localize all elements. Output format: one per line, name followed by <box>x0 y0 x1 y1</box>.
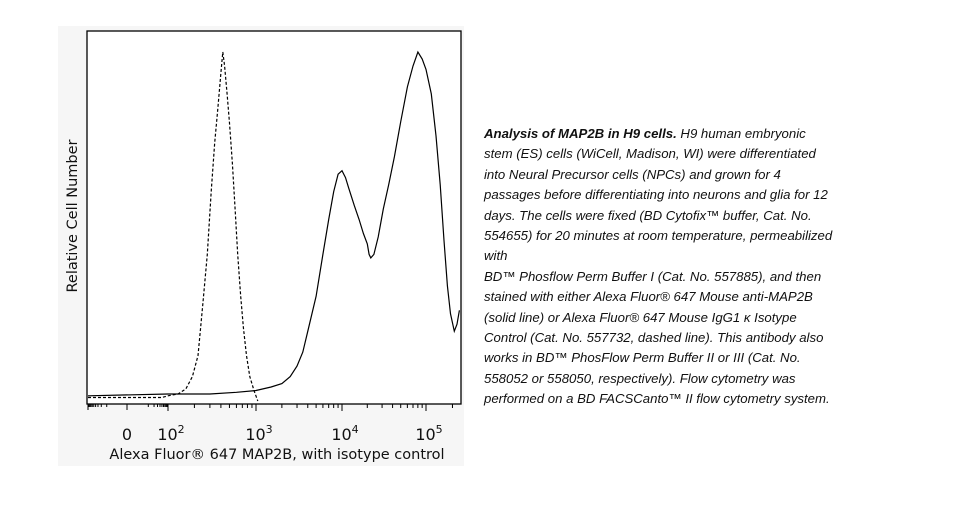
caption-line: BD™ Phosflow Perm Buffer I (Cat. No. 557885), and then <box>484 268 822 284</box>
plot-frame <box>87 31 461 404</box>
caption-line: into Neural Precursor cells (NPCs) and grown for 4 <box>484 166 781 182</box>
caption-bold-lead: Analysis of MAP2B in H9 cells. <box>484 126 677 141</box>
caption-line: Control (Cat. No. 557732, dashed line). This antibody also <box>484 330 824 346</box>
caption-line: (solid line) or Alexa Fluor® 647 Mouse IgG1 κ Isotype <box>484 309 797 325</box>
x-axis-tick-labels <box>122 423 443 444</box>
caption-line: stained with either Alexa Fluor® 647 Mouse anti-MAP2B <box>484 289 813 305</box>
caption-line: 554655) for 20 minutes at room temperature, permeabilized <box>484 228 833 244</box>
x-tick-label: $10^3$ <box>245 423 273 444</box>
x-tick-label: 0 <box>121 425 133 444</box>
caption-line: performed on a BD FACSCanto™ II flow cytometry system. <box>484 391 830 407</box>
x-tick-label: $10^5$ <box>415 423 443 444</box>
x-axis-label: Alexa Fluor® 647 MAP2B, with isotype control <box>109 447 445 463</box>
x-tick-label: $10^4$ <box>331 423 359 444</box>
y-axis-label: Relative Cell Number <box>65 139 81 293</box>
caption-line: passages before differentiating into neurons and glia for 12 <box>484 187 828 203</box>
figure-caption <box>484 124 864 410</box>
caption-line: with <box>484 248 508 264</box>
caption-line: works in BD™ PhosFlow Perm Buffer II or III (Cat. No. <box>484 350 801 366</box>
caption-line: days. The cells were fixed (BD Cytofix™ buffer, Cat. No. <box>484 207 812 223</box>
caption-line: stem (ES) cells (WiCell, Madison, WI) were differentiated <box>484 146 816 162</box>
caption-first-line-rest: H9 human embryonic <box>676 126 806 141</box>
caption-line: 558052 or 558050, respectively). Flow cytometry was <box>484 370 796 386</box>
x-tick-label: $10^2$ <box>157 423 185 444</box>
x-axis-ticks <box>88 404 452 411</box>
caption-line-1 <box>484 124 864 144</box>
